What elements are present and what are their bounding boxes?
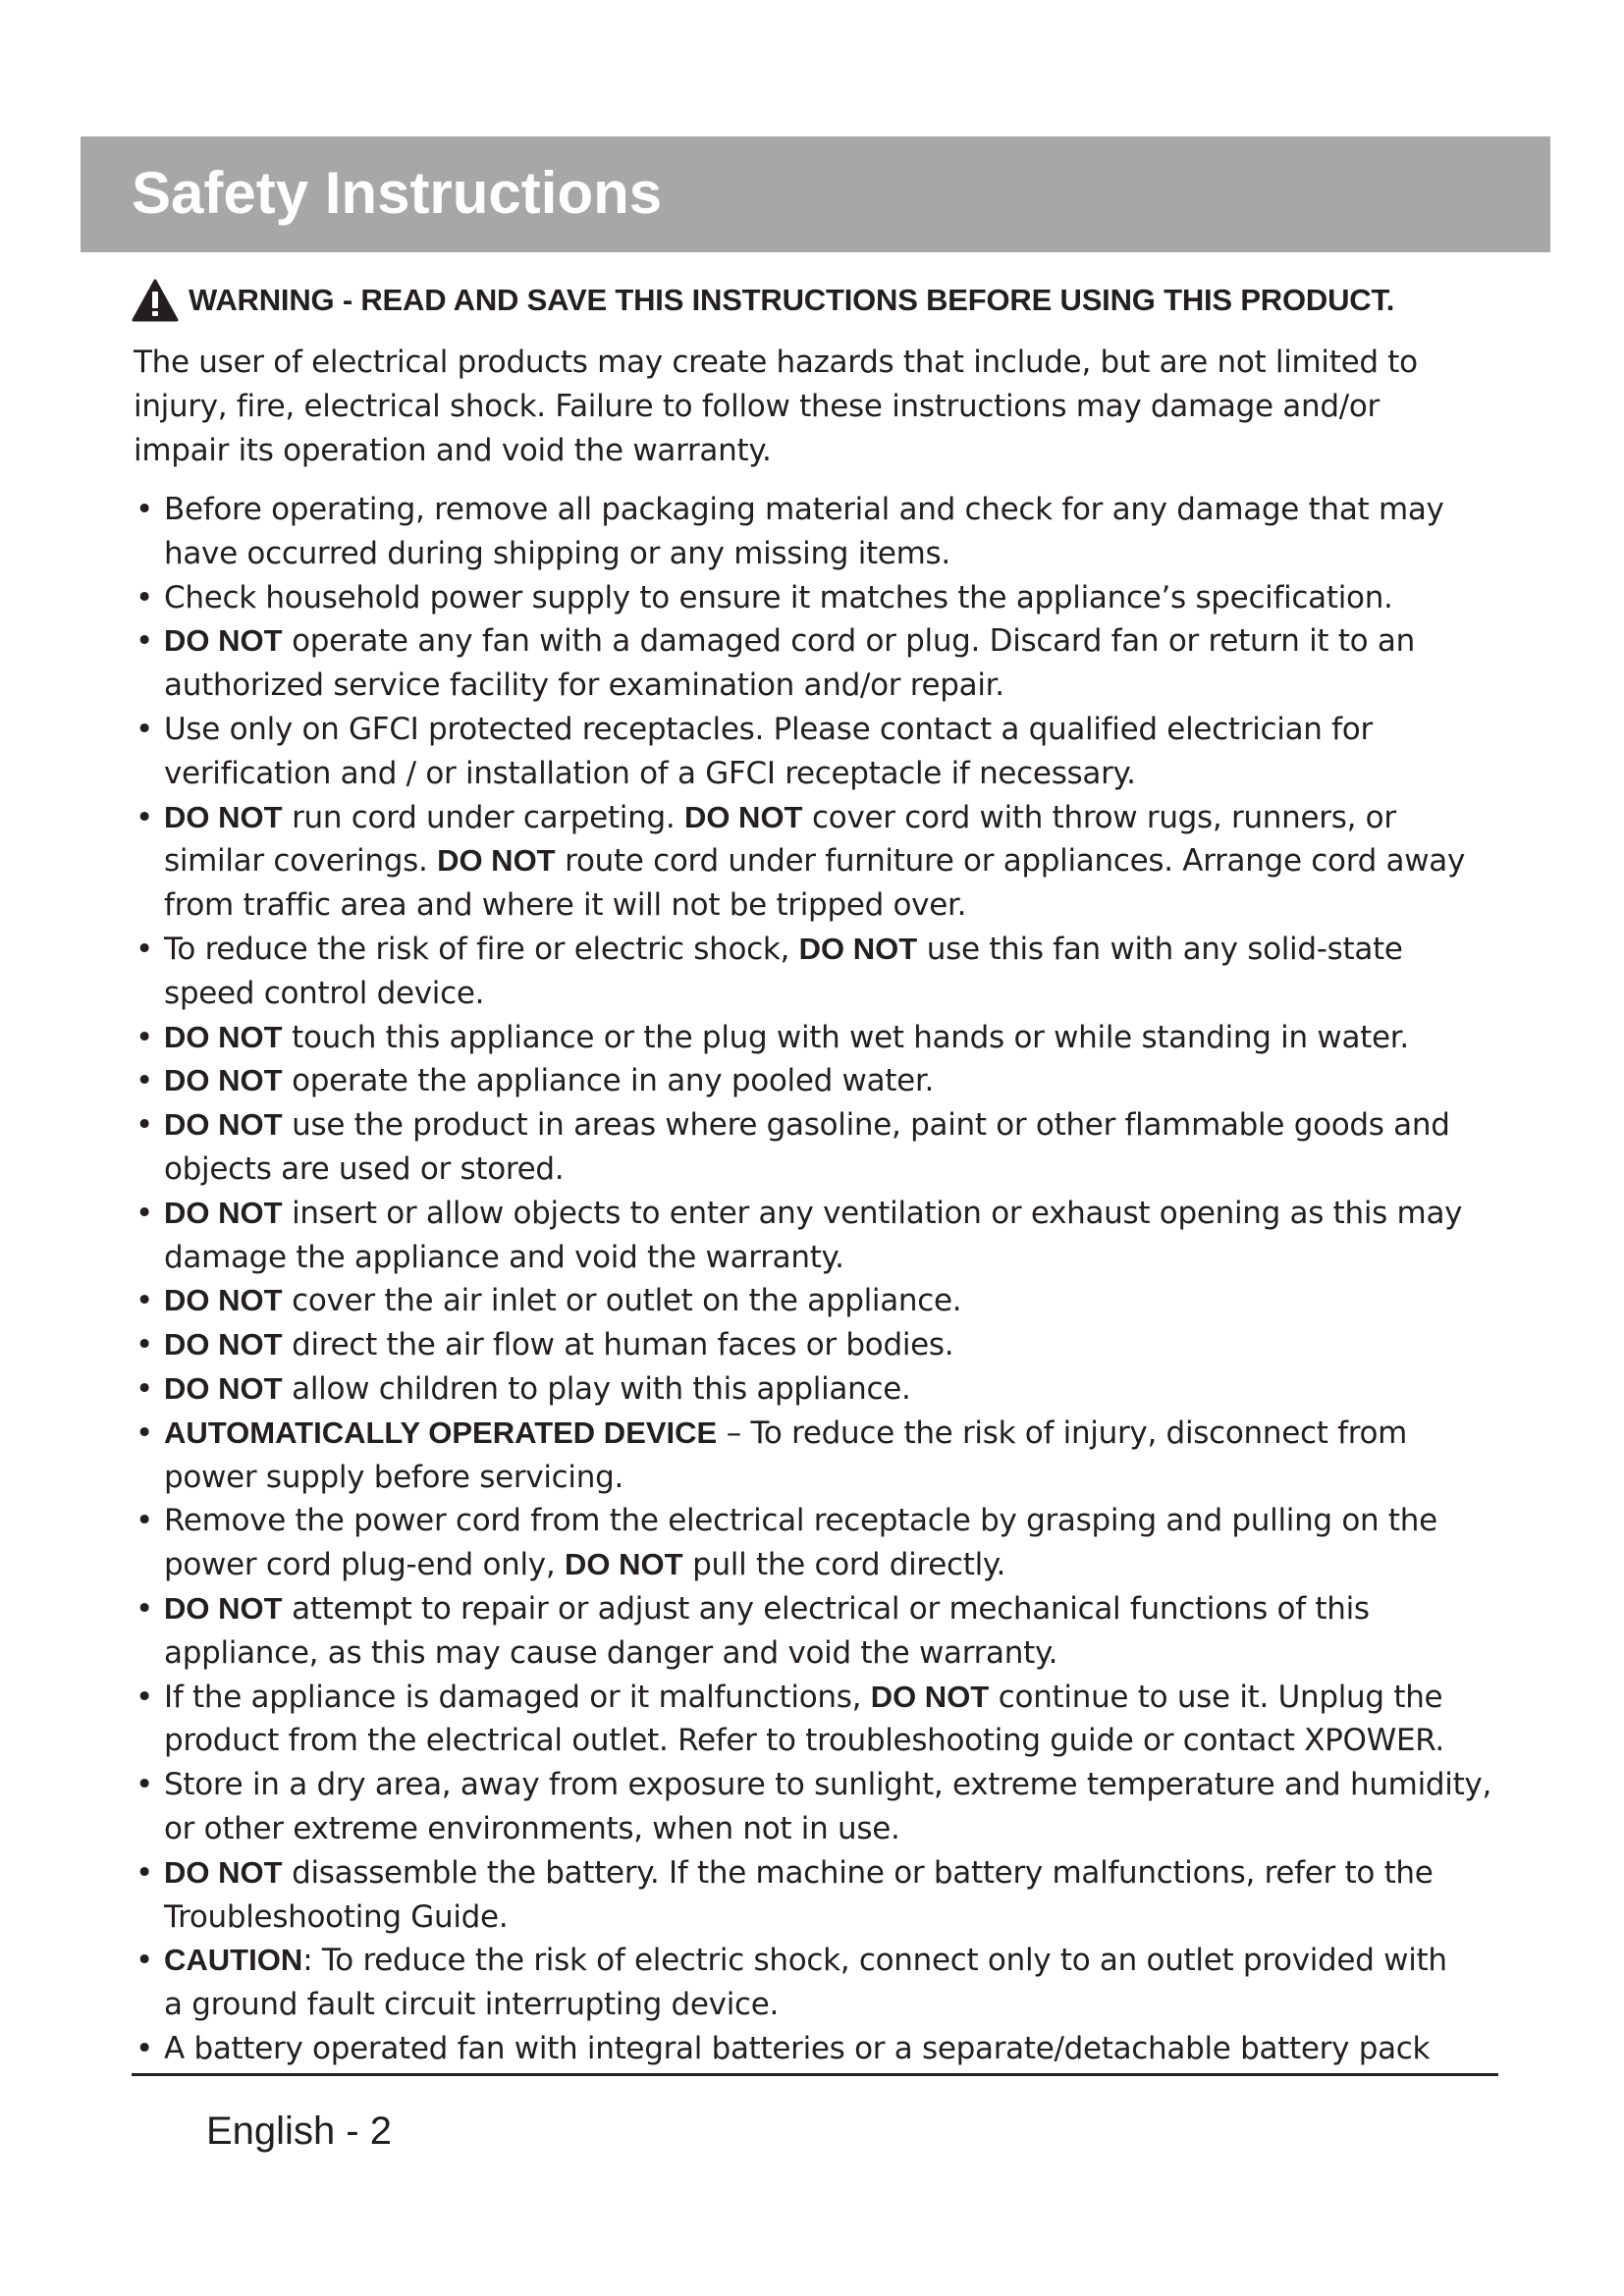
bullet-dot: • (135, 1590, 153, 1627)
item-text: : To reduce the risk of electric shock, connect only to an outlet provided with (302, 1943, 1447, 1979)
keyword-do-not: DO NOT (164, 1370, 283, 1406)
item-line (164, 1367, 1545, 1412)
keyword-automatic: AUTOMATICALLY OPERATED DEVICE (164, 1415, 718, 1450)
intro-line: impair its operation and void the warranty. (134, 433, 772, 468)
item-line (164, 619, 1545, 664)
list-item (132, 1939, 1545, 2027)
item-line (164, 796, 1545, 840)
item-line: Before operating, remove all packaging material and check for any damage that may (164, 492, 1444, 527)
footer-divider (132, 2073, 1498, 2076)
item-line (164, 1676, 1545, 1720)
list-item (132, 1851, 1545, 1940)
keyword-do-not: DO NOT (870, 1679, 990, 1714)
item-text: direct the air flow at human faces or bodies. (282, 1327, 954, 1363)
bullet-dot: • (135, 1063, 153, 1099)
bullet-dot: • (135, 1854, 153, 1891)
item-line (164, 1412, 1545, 1456)
bullet-dot: • (135, 1767, 153, 1803)
item-text: continue to use it. Unplug the (989, 1679, 1443, 1715)
header-bar (81, 136, 1550, 252)
bullet-dot: • (135, 711, 153, 747)
list-item (132, 1499, 1545, 1587)
item-line: a ground fault circuit interrupting device. (164, 1987, 780, 2023)
bullet-dot: • (135, 623, 153, 660)
warning-triangle-icon (132, 279, 179, 322)
item-text: pull the cord directly. (682, 1547, 1006, 1583)
item-line (164, 1016, 1545, 1060)
item-text: cover the air inlet or outlet on the appliance. (282, 1283, 962, 1319)
item-text: – To reduce the risk of injury, disconnect from (717, 1415, 1408, 1451)
item-text: operate the appliance in any pooled water. (282, 1063, 935, 1099)
list-item (132, 1676, 1545, 1764)
intro-line: The user of electrical products may create hazards that include, but are not limited to (134, 345, 1418, 380)
warning-text: WARNING - READ AND SAVE THIS INSTRUCTIONS BEFORE USING THIS PRODUCT. (189, 283, 1395, 317)
list-item (132, 1059, 1545, 1103)
keyword-do-not: DO NOT (164, 1195, 283, 1230)
item-line: verification and / or installation of a GFCI receptacle if necessary. (164, 755, 1136, 791)
list-item (132, 928, 1545, 1016)
item-line (164, 839, 1545, 883)
keyword-do-not: DO NOT (164, 1854, 283, 1890)
item-text: insert or allow objects to enter any ventilation or exhaust opening as this may (282, 1195, 1463, 1231)
item-line (164, 1587, 1545, 1631)
list-item (132, 576, 1545, 620)
keyword-do-not: DO NOT (798, 931, 918, 966)
item-line (164, 1192, 1545, 1236)
item-text: To reduce the risk of fire or electric shock, (164, 931, 799, 967)
keyword-do-not: DO NOT (683, 799, 803, 834)
item-line (164, 1543, 1545, 1587)
warning-heading (132, 276, 1394, 325)
item-text: allow children to play with this appliance. (282, 1370, 911, 1407)
bullet-dot: • (135, 1503, 153, 1539)
keyword-do-not: DO NOT (164, 1283, 283, 1318)
page-title: Safety Instructions (132, 160, 663, 226)
bullet-dot: • (135, 1943, 153, 1979)
list-item (132, 1763, 1545, 1851)
list-item (132, 1587, 1545, 1676)
item-line: have occurred during shipping or any missing items. (164, 535, 950, 571)
keyword-do-not: DO NOT (164, 1590, 283, 1626)
list-item (132, 2027, 1545, 2071)
keyword-do-not: DO NOT (164, 1019, 283, 1054)
item-line: appliance, as this may cause danger and void the warranty. (164, 1634, 1058, 1671)
item-line (164, 1279, 1545, 1323)
list-item (132, 619, 1545, 708)
item-text: cover cord with throw rugs, runners, or (802, 799, 1396, 835)
bullet-dot: • (135, 1019, 153, 1055)
item-text: If the appliance is damaged or it malfunctions, (164, 1679, 871, 1715)
safety-bullet-list (132, 488, 1545, 2071)
keyword-do-not: DO NOT (164, 1107, 283, 1143)
item-line: product from the electrical outlet. Refer to troubleshooting guide or contact XPOWER. (164, 1723, 1444, 1759)
intro-paragraph (134, 341, 1547, 473)
keyword-do-not: DO NOT (437, 843, 556, 879)
item-line: Use only on GFCI protected receptacles. Please contact a qualified electrician for (164, 711, 1373, 747)
list-item (132, 1192, 1545, 1280)
item-text: run cord under carpeting. (282, 799, 684, 835)
item-line: Troubleshooting Guide. (164, 1898, 509, 1935)
bullet-dot: • (135, 931, 153, 967)
list-item (132, 1323, 1545, 1367)
keyword-do-not: DO NOT (164, 623, 283, 659)
list-item (132, 1367, 1545, 1412)
bullet-dot: • (135, 579, 153, 615)
item-text: disassemble the battery. If the machine or battery malfunctions, refer to the (282, 1854, 1434, 1891)
bullet-dot: • (135, 1107, 153, 1144)
item-line (164, 1851, 1545, 1896)
keyword-do-not: DO NOT (564, 1547, 683, 1582)
list-item (132, 1412, 1545, 1500)
bullet-dot: • (135, 1327, 153, 1363)
item-text: use this fan with any solid-state (917, 931, 1403, 967)
item-text: attempt to repair or adjust any electrical or mechanical functions of this (282, 1590, 1370, 1627)
bullet-dot: • (135, 799, 153, 835)
list-item (132, 708, 1545, 796)
bullet-dot: • (135, 1415, 153, 1451)
keyword-do-not: DO NOT (164, 1327, 283, 1362)
bullet-dot: • (135, 1679, 153, 1715)
intro-line: injury, fire, electrical shock. Failure to follow these instructions may damage and/or (134, 389, 1380, 424)
item-line: Check household power supply to ensure it matches the appliance’s specification. (164, 579, 1393, 615)
item-line: or other extreme environments, when not in use. (164, 1810, 900, 1846)
bullet-dot: • (135, 1370, 153, 1407)
bullet-dot: • (135, 1283, 153, 1319)
list-item (132, 1279, 1545, 1323)
item-line: from traffic area and where it will not be tripped over. (164, 887, 967, 924)
item-line (164, 1059, 1545, 1103)
list-item (132, 488, 1545, 576)
item-text: route cord under furniture or appliances. Arrange cord away (555, 843, 1466, 880)
item-line (164, 1103, 1545, 1148)
item-line: objects are used or stored. (164, 1150, 565, 1187)
item-text: use the product in areas where gasoline, paint or other flammable goods and (282, 1107, 1450, 1144)
item-line (164, 928, 1545, 972)
bullet-dot: • (135, 492, 153, 527)
item-text: touch this appliance or the plug with wet hands or while standing in water. (282, 1019, 1409, 1055)
bullet-dot: • (135, 1195, 153, 1231)
item-text: power cord plug-end only, (164, 1547, 565, 1583)
item-line: Store in a dry area, away from exposure to sunlight, extreme temperature and humidity, (164, 1767, 1492, 1803)
item-line: A battery operated fan with integral batteries or a separate/detachable battery pack (164, 2030, 1431, 2066)
item-line (164, 1323, 1545, 1367)
item-text: similar coverings. (164, 843, 438, 880)
bullet-dot: • (135, 2030, 153, 2066)
item-line: power supply before servicing. (164, 1459, 624, 1495)
keyword-do-not: DO NOT (164, 1063, 283, 1098)
item-line: damage the appliance and void the warranty. (164, 1239, 844, 1275)
keyword-do-not: DO NOT (164, 799, 283, 834)
item-line: authorized service facility for examination and/or repair. (164, 667, 1004, 704)
list-item (132, 1016, 1545, 1060)
item-text: operate any fan with a damaged cord or plug. Discard fan or return it to an (282, 623, 1415, 660)
list-item (132, 1103, 1545, 1192)
item-line: speed control device. (164, 975, 485, 1011)
item-line (164, 1939, 1545, 1983)
keyword-caution: CAUTION (164, 1943, 303, 1978)
page-number-label: English - 2 (206, 2109, 392, 2153)
list-item (132, 796, 1545, 928)
item-line: Remove the power cord from the electrical receptacle by grasping and pulling on the (164, 1503, 1437, 1539)
